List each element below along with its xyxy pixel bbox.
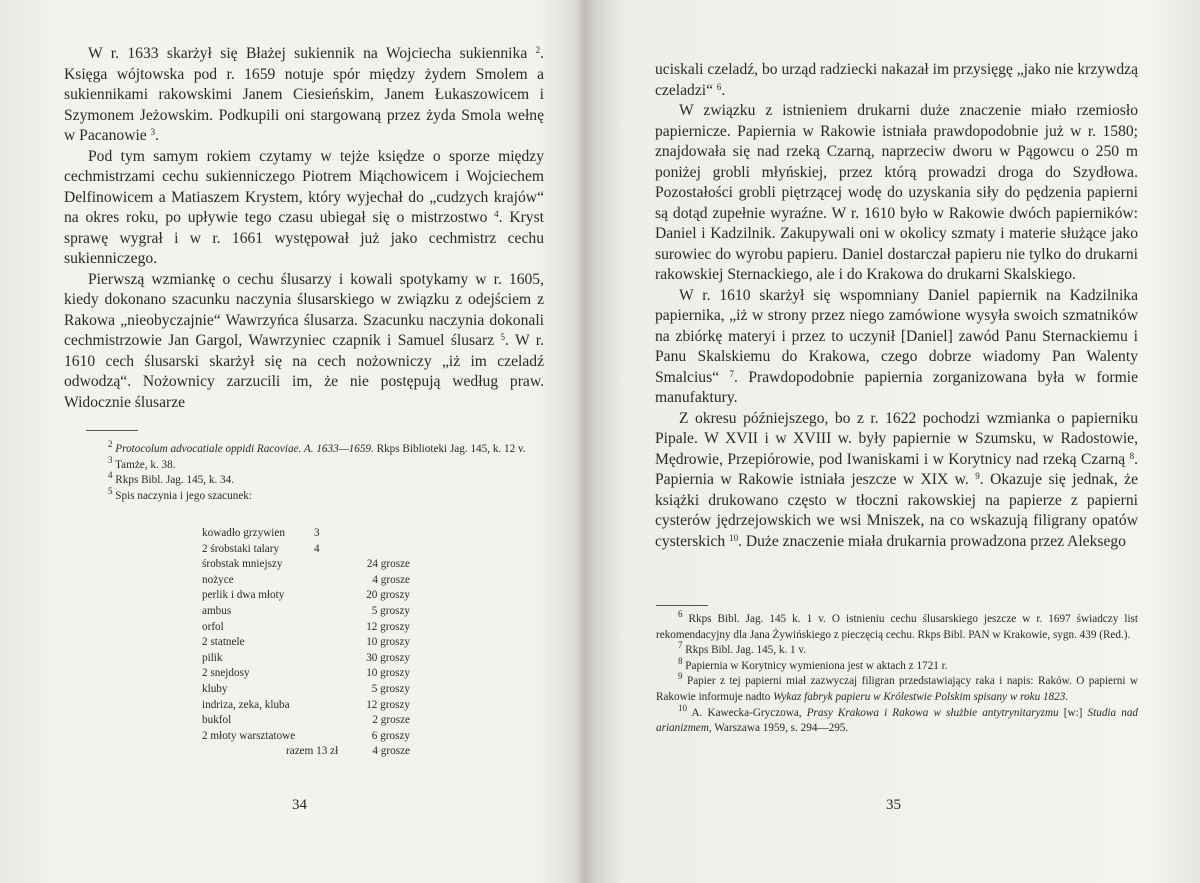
italic-text: Wykaz fabryk papieru w Królestwie Polskim spisany w roku 1823. bbox=[773, 690, 1069, 703]
inventory-item: 2 snejdosy bbox=[202, 667, 250, 680]
footnote bbox=[656, 609, 1139, 643]
footnote-ref: 7 bbox=[729, 368, 735, 379]
footnote bbox=[656, 702, 1139, 737]
inventory-row bbox=[202, 682, 502, 698]
text-run: . Księga wójtowska pod r. 1659 notuje spór między żydem Smolem a sukiennikami rakowskimi Janem Ciesieńskim, Janem Łukaszowicem i Szymonem Jeżowskim. Podkupili oni stargowaną przez żyda Smola wełnę w Pacanowie bbox=[64, 45, 544, 144]
inventory-row bbox=[202, 744, 502, 760]
inventory-value: 4 bbox=[314, 542, 320, 555]
paragraph bbox=[64, 147, 544, 270]
inventory-item: nożyce bbox=[202, 573, 234, 586]
text-run: Rkps Bibl. Jag. 145 k. 1 v. O istnieniu cechu ślusarskiego jeszcze w r. 1697 świadczy list rekomendacyjny dla Jana Żywińskiego z pieczęcią cechu. Rkps Bibl. PAN w Krakowie, sygn. 439 (Red.). bbox=[656, 613, 1139, 641]
inventory-value: 24 grosze bbox=[366, 558, 410, 571]
text-run: Z okresu późniejszego, bo z r. 1622 pochodzi wzmianka o papierniku Pipale. W XVII i w XVIII w. były papiernie w Szumsku, w Radostowie, Mędrowie, Przepiórowie, pod Iwaniskami i w Korytnicy nad rzeką Czarną bbox=[655, 409, 1138, 468]
text-run: [w:] bbox=[1058, 706, 1088, 719]
inventory-row bbox=[202, 620, 502, 636]
inventory-row bbox=[202, 573, 502, 589]
inventory-item: bukfol bbox=[202, 714, 232, 727]
footnote-rule bbox=[656, 605, 708, 606]
left-page bbox=[0, 0, 590, 883]
italic-text: Prasy Krakowa i Rakowa w służbie antytrynitaryzmu bbox=[806, 706, 1059, 719]
inventory-value: 3 bbox=[314, 527, 320, 539]
inventory-item: 2 młoty warsztatowe bbox=[202, 729, 296, 742]
right-body-text bbox=[655, 60, 1138, 552]
footnote-number: 10 bbox=[678, 702, 687, 713]
inventory-item: 2 statnele bbox=[202, 636, 245, 649]
paragraph bbox=[64, 44, 544, 147]
footnote-number: 2 bbox=[108, 439, 113, 449]
inventory-item: 2 śrobstaki talary bbox=[202, 542, 280, 555]
text-run: Rkps Bibl. Jag. 145, k. 1 v. bbox=[685, 644, 807, 657]
inventory-row bbox=[202, 542, 502, 558]
footnote-ref: 10 bbox=[729, 532, 739, 543]
text-run: Papier z tej papierni miał zazwyczaj filigran przedstawiający raka i napis: Raków. O papierni w Rakowie informuje nadto bbox=[656, 675, 1138, 703]
inventory-row bbox=[202, 557, 502, 573]
text-run: Papiernia w Korytnicy wymieniona jest w aktach z 1721 r. bbox=[685, 659, 948, 672]
footnote-ref: 6 bbox=[716, 81, 722, 92]
inventory-value: 4 grosze bbox=[372, 745, 410, 758]
footnote bbox=[656, 640, 1138, 659]
inventory-row bbox=[202, 526, 502, 542]
text-run: Rkps Bibl. Jag. 145, k. 34. bbox=[115, 474, 235, 487]
footnote-rule bbox=[86, 430, 138, 431]
paragraph bbox=[655, 60, 1138, 101]
text-run: . bbox=[155, 127, 160, 144]
text-run: . Okazuje się jednak, że książki drukowano często w tłoczni rakowskiej na papierze z papierni cysterów jędrzejowskich we wsi Mniszek, na co wskazują filigrany opatów cysterskich bbox=[655, 471, 1138, 550]
inventory-value: 30 groszy bbox=[366, 651, 410, 664]
footnote-number: 5 bbox=[108, 485, 113, 496]
inventory-row bbox=[202, 604, 502, 620]
footnote bbox=[656, 671, 1138, 705]
paragraph bbox=[655, 101, 1138, 286]
text-run: . W r. 1610 cech ślusarski skarżył się na cech nożowniczy „iż im czeladź odwodzą“. Nożownicy zarzucili im, że nie postępują według praw. Widocznie ślusarze bbox=[64, 332, 544, 411]
footnote bbox=[86, 454, 544, 474]
footnote-ref: 9 bbox=[975, 471, 980, 481]
paragraph bbox=[64, 270, 544, 414]
inventory-item: orfol bbox=[202, 620, 224, 633]
inventory-item: kowadło grzywien bbox=[202, 527, 285, 539]
text-run: . Papiernia w Rakowie istniała jeszcze w XIX w. bbox=[655, 450, 1138, 488]
inventory-row bbox=[202, 651, 502, 667]
text-run: , Warszawa 1959, s. 294—295. bbox=[708, 722, 849, 735]
italic-text: Protocolum advocatiale oppidi Racoviae. A. 1633—1659. bbox=[115, 443, 374, 455]
text-run: . bbox=[721, 81, 726, 99]
inventory-list bbox=[202, 526, 502, 760]
inventory-value: 12 groszy bbox=[366, 698, 410, 711]
inventory-row bbox=[202, 588, 502, 604]
inventory-row bbox=[202, 635, 502, 651]
inventory-item: kluby bbox=[202, 682, 228, 695]
inventory-row bbox=[202, 698, 502, 714]
right-footnotes bbox=[656, 609, 1139, 737]
footnote-ref: 3 bbox=[150, 127, 156, 137]
footnote-ref: 8 bbox=[1129, 450, 1135, 461]
footnote-number: 4 bbox=[108, 470, 113, 481]
text-run: Tamże, k. 38. bbox=[115, 458, 176, 471]
right-page bbox=[590, 0, 1200, 883]
footnote-ref: 2 bbox=[535, 45, 541, 55]
footnote-ref: 4 bbox=[494, 209, 499, 219]
inventory-value: 20 groszy bbox=[366, 589, 410, 602]
footnote bbox=[656, 655, 1138, 675]
inventory-item: pilik bbox=[202, 651, 223, 664]
footnote bbox=[86, 470, 544, 489]
text-run: W związku z istnieniem drukarni duże znaczenie miało rzemiosło papiernicze. Papiernia w Rakowie istniała prawdopodobnie już w r. 1580; znajdowała się nad rzeką Czarną, naprzeciw dworu w Pągowcu o 250 m poniżej grobli młyńskiej, przez którą prowadzi droga do Szydłowa. Pozostałości grobli piętrzącej wodę do uzyskania siły do pędzenia papierni są dotąd zupełnie wyraźne. W r. 1610 było w Rakowie dwóch papierników: Daniel i Kadzilnik. Zakupywali oni w okolicy szmaty i materie służące jako surowiec do wyrobu papieru. Daniel dostarczał papieru nie tylko do drukarni rakowskiej Sternackiego, ale i do Krakowa do drukarni Skalskiego. bbox=[655, 102, 1138, 283]
paragraph bbox=[655, 286, 1138, 409]
text-run: A. Kawecka-Gryczowa, bbox=[691, 706, 807, 719]
footnote-number: 9 bbox=[678, 671, 683, 682]
inventory-value: 2 grosze bbox=[372, 714, 410, 727]
inventory-item: perlik i dwa młoty bbox=[202, 589, 285, 602]
text-run: Pod tym samym rokiem czytamy w tejże księdze o sporze między cechmistrzami cechu sukienniczego Piotrem Miąchowicem i Wojciechem Delfinowicem a Matiaszem Krystem, który wyjechał do „cudzych krajów“ na okres roku, po upływie tego czasu ubiegał się o mistrzostwo bbox=[64, 147, 544, 226]
footnote-number: 7 bbox=[678, 640, 683, 651]
inventory-item: indriza, zeka, kluba bbox=[202, 698, 290, 711]
text-run: Spis naczynia i jego szacunek: bbox=[115, 489, 252, 502]
text-run: Rkps Biblioteki Jag. 145, k. 12 v. bbox=[373, 443, 526, 455]
text-run: Pierwszą wzmiankę o cechu ślusarzy i kowali spotykamy w r. 1605, kiedy dokonano szacunku naczynia ślusarskiego w związku z odejściem z Rakowa „nieobyczajnie“ Wawrzyńca ślusarza. Szacunku naczynia dokonali cechmistrzowie Jan Gargol, Wawrzyniec czapnik i Samuel ślusarz bbox=[64, 270, 544, 349]
text-run: . Duże znaczenie miała drukarnia prowadzona przez Aleksego bbox=[738, 532, 1126, 550]
inventory-value: 10 groszy bbox=[366, 636, 410, 649]
footnote bbox=[86, 439, 544, 458]
text-run: . Prawdopodobnie papiernia zorganizowana była w formie manufaktury. bbox=[655, 368, 1138, 406]
text-run: . Kryst sprawę wygrał i w r. 1661 występował już jako cechmistrz cechu sukienniczego. bbox=[64, 209, 545, 267]
inventory-row bbox=[202, 713, 502, 729]
page-number-left: 34 bbox=[292, 797, 307, 813]
inventory-value: 12 groszy bbox=[366, 620, 410, 633]
footnote-ref: 5 bbox=[500, 332, 506, 342]
inventory-item: śrobstak mniejszy bbox=[202, 558, 283, 571]
paragraph bbox=[655, 409, 1138, 553]
inventory-value: 4 grosze bbox=[372, 573, 410, 586]
inventory-value: 6 groszy bbox=[371, 729, 410, 742]
footnote-number: 8 bbox=[678, 655, 683, 666]
inventory-item: razem 13 zł bbox=[286, 745, 339, 758]
page-number-right: 35 bbox=[886, 797, 901, 813]
inventory-row bbox=[202, 729, 502, 745]
text-run: uciskali czeladź, bo urząd radziecki nakazał im przysięgę „jako nie krzywdzą czeladzi“ bbox=[655, 61, 1138, 99]
footnote bbox=[86, 485, 544, 505]
italic-text: Studia nad arianizmem bbox=[656, 706, 1139, 735]
inventory-value: 10 groszy bbox=[366, 667, 410, 680]
inventory-value: 5 groszy bbox=[371, 604, 410, 617]
left-footnotes bbox=[86, 439, 544, 504]
text-run: W r. 1633 skarżył się Błażej sukiennik na Wojciecha sukiennika bbox=[88, 45, 536, 62]
inventory-row bbox=[202, 666, 502, 682]
footnote-number: 3 bbox=[108, 454, 113, 465]
inventory-value: 5 groszy bbox=[371, 682, 410, 695]
inventory-item: ambus bbox=[202, 604, 232, 617]
footnote-number: 6 bbox=[678, 609, 683, 619]
left-body-text bbox=[64, 44, 544, 413]
text-run: W r. 1610 skarżył się wspomniany Daniel papiernik na Kadzilnika papiernika, „iż w strony przez niego zamówione wysyła swoich szmatników na zbiórkę materyi i przez to uczynił [Daniel] zawód Panu Sternackiemu i Panu Skalskiemu do Krakowa, czego dobrze wiadomy Pan Walenty Smalcius“ bbox=[655, 286, 1138, 386]
